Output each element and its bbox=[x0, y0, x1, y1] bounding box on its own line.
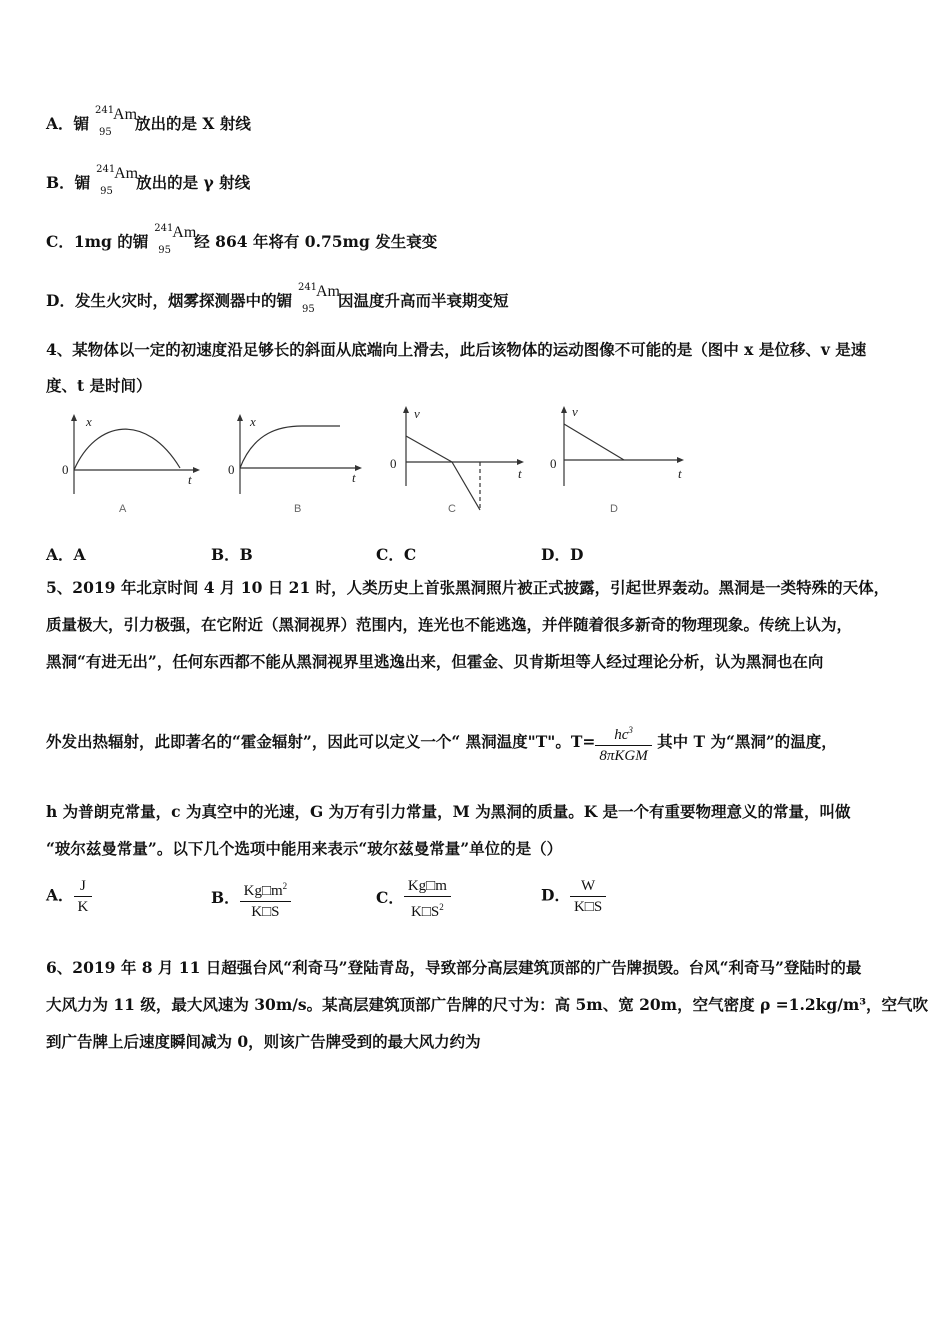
graph-a-letter: A bbox=[119, 503, 127, 515]
formula-numerator-sup: 3 bbox=[628, 725, 633, 735]
q5-option-a-fraction bbox=[74, 876, 93, 917]
q5-option-d bbox=[541, 876, 606, 917]
q3-option-b bbox=[46, 164, 251, 197]
q3-option-a bbox=[46, 105, 251, 138]
nuclide-atomic: 95 bbox=[301, 304, 315, 315]
graph-a-origin: 0 bbox=[62, 462, 69, 477]
nuclide-mass: 241 bbox=[95, 105, 115, 116]
nuclide-symbol: Am bbox=[315, 283, 340, 300]
q3-option-c-text: 经 864 年将有 0.75mg 发生衰变 bbox=[194, 232, 438, 251]
nuclide-am241 bbox=[292, 282, 340, 315]
graph-a bbox=[56, 412, 206, 524]
q5-option-c-den-sup: 2 bbox=[439, 902, 444, 912]
q5-option-b-num: Kg□m bbox=[243, 883, 283, 899]
q3-option-c bbox=[46, 223, 438, 256]
nuclide-atomic: 95 bbox=[158, 245, 171, 256]
q5-stem-line5: h 为普朗克常量，c 为真空中的光速，G 为万有引力常量，M 为黑洞的质量。K 是一个有重要物理意义的常量，叫做 bbox=[46, 802, 851, 821]
q3-option-b-label: B．镅 bbox=[46, 173, 91, 192]
graph-d-yaxis: v bbox=[572, 404, 578, 419]
q5-option-c-den: K□S bbox=[411, 904, 440, 920]
q5-option-a bbox=[46, 876, 92, 917]
nuclide-atomic: 95 bbox=[99, 127, 112, 138]
graph-b-yaxis: x bbox=[250, 414, 256, 429]
q5-line4-post: 其中 T 为“黑洞”的温度， bbox=[657, 732, 837, 751]
nuclide-symbol: Am bbox=[113, 106, 138, 123]
q5-option-b-fraction bbox=[240, 876, 292, 922]
q4-option-b: B．B bbox=[211, 545, 253, 564]
nuclide-am241 bbox=[148, 223, 197, 256]
graph-c bbox=[382, 402, 532, 524]
q5-option-b-num-sup: 2 bbox=[282, 881, 288, 891]
q5-option-d-den: K□S bbox=[573, 899, 603, 915]
graph-c-yaxis: v bbox=[414, 406, 420, 421]
graph-c-xaxis: t bbox=[518, 466, 522, 481]
nuclide-am241 bbox=[89, 105, 138, 138]
graph-b-letter: B bbox=[294, 503, 302, 515]
q6-stem-line2: 大风力为 11 级，最大风速为 30m/s。某高层建筑顶部广告牌的尺寸为：高 5m、宽 20m，空气密度 ρ =1.2kg/m³，空气吹 bbox=[46, 995, 929, 1014]
q4-stem-line1: 4、某物体以一定的初速度沿足够长的斜面从底端向上滑去，此后该物体的运动图像不可能的是（图中 x 是位移、v 是速 bbox=[46, 340, 867, 359]
nuclide-am241 bbox=[90, 164, 139, 197]
graph-a-xaxis: t bbox=[188, 472, 192, 487]
nuclide-mass: 241 bbox=[96, 164, 116, 175]
q3-option-d-text: 因温度升高而半衰期变短 bbox=[337, 291, 509, 310]
graph-d-letter: D bbox=[610, 503, 618, 515]
q4-option-c: C．C bbox=[376, 545, 417, 564]
q3-option-d-label: D．发生火灾时，烟雾探测器中的镅 bbox=[46, 291, 292, 310]
q5-option-d-num: W bbox=[580, 878, 596, 894]
q5-stem-line2: 质量极大，引力极强，在它附近（黑洞视界）范围内，连光也不能逃逸，并伴随着很多新奇的物理现象。传统上认为， bbox=[46, 615, 853, 634]
graph-d-xaxis: t bbox=[678, 466, 682, 481]
q4-option-a: A．A bbox=[46, 545, 86, 564]
q5-line4-pre: 外发出热辐射，此即著名的“霍金辐射”，因此可以定义一个“ 黑洞温度"T"。T= bbox=[46, 732, 596, 751]
q4-option-d: D．D bbox=[541, 545, 584, 564]
formula-denominator: 8πKGM bbox=[599, 748, 648, 764]
q3-option-d bbox=[46, 282, 509, 315]
q3-option-c-label: C．1mg 的镅 bbox=[46, 232, 149, 251]
graph-c-origin: 0 bbox=[390, 456, 397, 471]
q5-stem-line1: 5、2019 年北京时间 4 月 10 日 21 时，人类历史上首张黑洞照片被正式披露，引起世界轰动。黑洞是一类特殊的天体， bbox=[46, 578, 890, 597]
q5-option-b-den: K□S bbox=[251, 904, 280, 920]
formula-numerator: hc bbox=[614, 727, 629, 743]
q5-option-c bbox=[376, 876, 451, 922]
graph-d bbox=[546, 402, 696, 524]
q5-option-a-label: A． bbox=[46, 885, 74, 905]
q5-option-c-label: C． bbox=[376, 888, 404, 907]
hawking-temperature-formula bbox=[595, 720, 651, 766]
q3-option-a-label: A．镅 bbox=[46, 114, 90, 133]
q4-stem-line2: 度、t 是时间） bbox=[46, 376, 152, 395]
q3-option-a-text: 放出的是 X 射线 bbox=[135, 114, 251, 133]
graph-c-letter: C bbox=[448, 503, 456, 515]
q5-option-c-num: Kg□m bbox=[407, 878, 447, 894]
nuclide-mass: 241 bbox=[297, 282, 318, 293]
q5-option-d-fraction bbox=[570, 876, 606, 917]
graph-d-origin: 0 bbox=[550, 456, 557, 471]
q5-stem-line4 bbox=[46, 716, 837, 768]
q5-option-a-num: J bbox=[80, 878, 86, 894]
q5-option-a-den: K bbox=[77, 899, 89, 915]
q5-option-d-label: D． bbox=[541, 885, 570, 905]
q5-option-b bbox=[211, 876, 291, 922]
q5-stem-line6: “玻尔兹曼常量”。以下几个选项中能用来表示“玻尔兹曼常量”单位的是（） bbox=[46, 839, 563, 858]
nuclide-symbol: Am bbox=[172, 224, 197, 241]
nuclide-mass: 241 bbox=[154, 223, 174, 234]
nuclide-atomic: 95 bbox=[100, 186, 113, 197]
q5-stem-line3: 黑洞“有进无出”，任何东西都不能从黑洞视界里逃逸出来，但霍金、贝肯斯坦等人经过理论分析，认为黑洞也在向 bbox=[46, 652, 824, 671]
graph-a-yaxis: x bbox=[86, 414, 92, 429]
q6-stem-line1: 6、2019 年 8 月 11 日超强台风“利奇马”登陆青岛，导致部分高层建筑顶部的广告牌损毁。台风“利奇马”登陆时的最 bbox=[46, 958, 862, 977]
q6-stem-line3: 到广告牌上后速度瞬间减为 0，则该广告牌受到的最大风力约为 bbox=[46, 1032, 481, 1051]
q5-option-c-fraction bbox=[404, 876, 451, 922]
q3-option-b-text: 放出的是 γ 射线 bbox=[136, 173, 251, 192]
graph-b-origin: 0 bbox=[228, 462, 235, 477]
q5-option-b-label: B． bbox=[211, 888, 240, 907]
nuclide-symbol: Am bbox=[114, 165, 139, 182]
graph-b bbox=[222, 412, 372, 524]
graph-b-xaxis: t bbox=[352, 470, 356, 485]
